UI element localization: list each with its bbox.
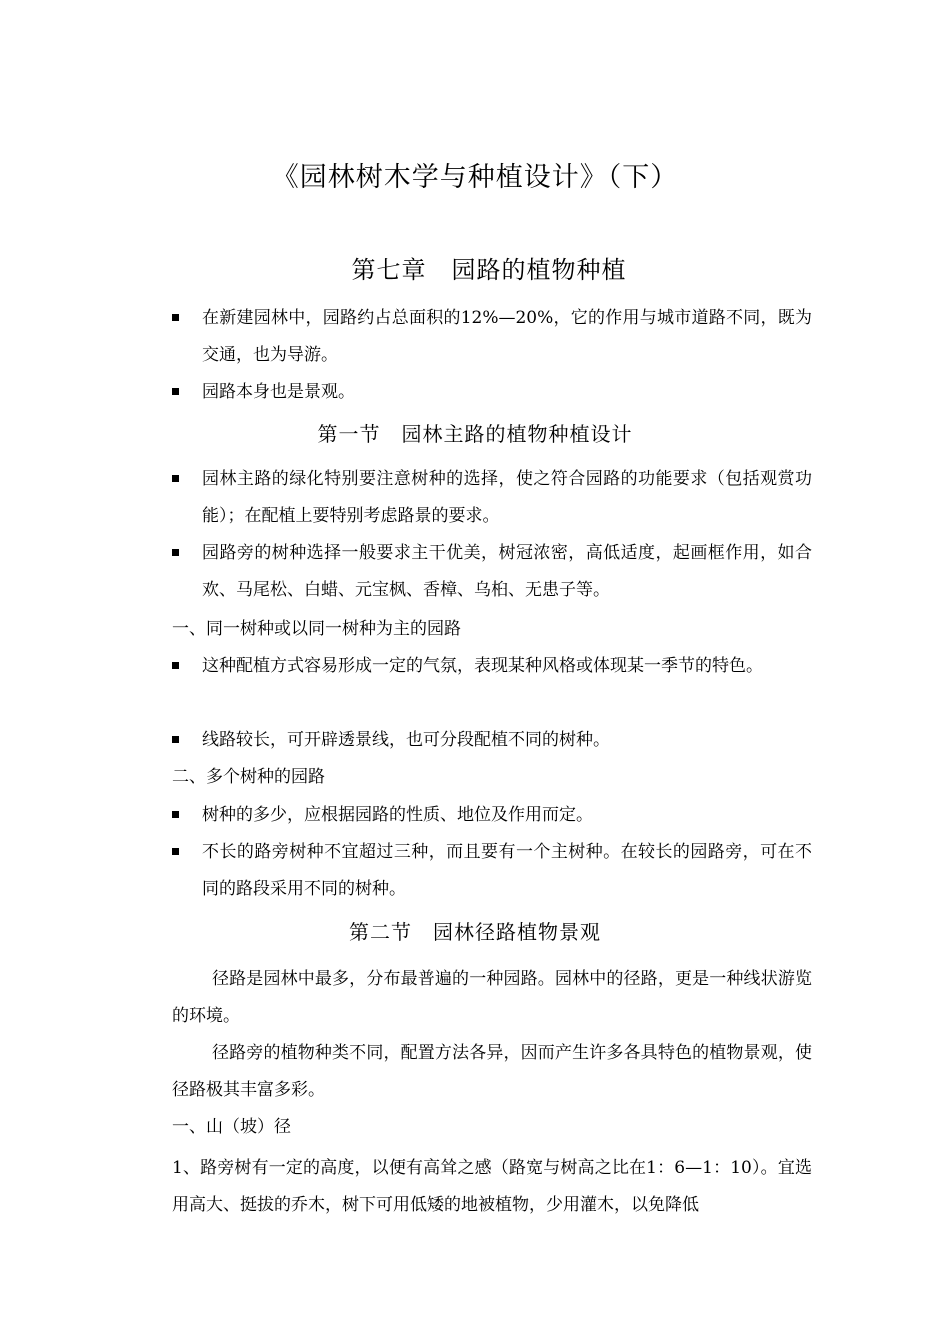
list-item bbox=[172, 461, 812, 535]
subsection-heading: 一、山（坡）径 bbox=[172, 1117, 291, 1137]
list-item-text: 园路本身也是景观。 bbox=[202, 382, 355, 402]
list-item bbox=[172, 300, 812, 374]
list-item bbox=[172, 535, 812, 609]
square-bullet-icon bbox=[172, 662, 179, 669]
list-item bbox=[172, 797, 812, 834]
list-item-text: 树种的多少，应根据园路的性质、地位及作用而定。 bbox=[202, 805, 593, 825]
section-title: 第二节 园林径路植物景观 bbox=[349, 920, 601, 944]
list-item bbox=[172, 722, 812, 759]
square-bullet-icon bbox=[172, 388, 179, 395]
list-item-text: 园林主路的绿化特别要注意树种的选择，使之符合园路的功能要求（包括观赏功能）；在配植上要特别考虑路景的要求。 bbox=[202, 469, 812, 526]
subsection-heading: 二、多个树种的园路 bbox=[172, 767, 325, 787]
square-bullet-icon bbox=[172, 848, 179, 855]
list-item-text: 在新建园林中，园路约占总面积的12%—20%，它的作用与城市道路不同，既为交通，也为导游。 bbox=[202, 308, 812, 365]
subsection-heading: 一、同一树种或以同一树种为主的园路 bbox=[172, 619, 461, 639]
list-item bbox=[172, 374, 812, 411]
chapter-title: 第七章 园路的植物种植 bbox=[351, 256, 627, 284]
square-bullet-icon bbox=[172, 475, 179, 482]
body-paragraph: 径路旁的植物种类不同，配置方法各异，因而产生许多各具特色的植物景观，使径路极其丰富多彩。 bbox=[172, 1043, 812, 1100]
body-paragraph: 1、路旁树有一定的高度，以便有高耸之感（路宽与树高之比在1：6—1：10）。宜选用高大、挺拔的乔木，树下可用低矮的地被植物，少用灌木，以免降低 bbox=[172, 1158, 812, 1215]
section-title: 第一节 园林主路的植物种植设计 bbox=[317, 422, 633, 446]
body-paragraph: 径路是园林中最多，分布最普遍的一种园路。园林中的径路，更是一种线状游览的环境。 bbox=[172, 969, 812, 1026]
square-bullet-icon bbox=[172, 549, 179, 556]
list-item-text: 线路较长，可开辟透景线，也可分段配植不同的树种。 bbox=[202, 730, 610, 750]
square-bullet-icon bbox=[172, 736, 179, 743]
list-item bbox=[172, 648, 812, 685]
document-title: 《园林树木学与种植设计》（下） bbox=[271, 162, 679, 193]
list-item-text: 不长的路旁树种不宜超过三种，而且要有一个主树种。在较长的园路旁，可在不同的路段采用不同的树种。 bbox=[202, 842, 812, 899]
list-item-text: 这种配植方式容易形成一定的气氛，表现某种风格或体现某一季节的特色。 bbox=[202, 656, 763, 676]
list-item-text: 园路旁的树种选择一般要求主干优美，树冠浓密，高低适度，起画框作用，如合欢、马尾松、白蜡、元宝枫、香樟、乌桕、无患子等。 bbox=[202, 543, 812, 600]
square-bullet-icon bbox=[172, 811, 179, 818]
list-item bbox=[172, 834, 812, 908]
square-bullet-icon bbox=[172, 314, 179, 321]
